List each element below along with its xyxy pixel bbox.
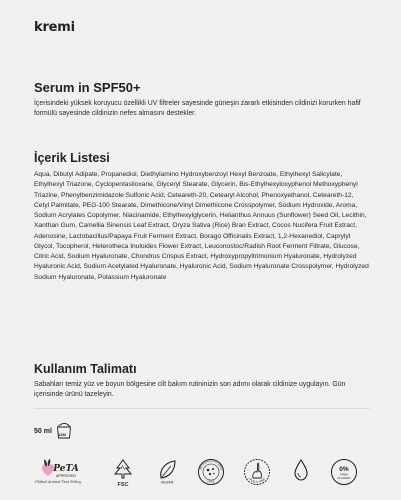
pao-label: 12M [58, 432, 66, 437]
alcohol-free-label: FREE [340, 472, 348, 477]
cruelty-free-bunny-icon [243, 458, 271, 486]
usage-text: Sabahları temiz yüz ve boyun bölgesine cilt bakım rutininizin son adımı olarak cildinize uygulayın. Gün içerisinde ürünü tazeleyin. [34, 381, 346, 399]
microplastic-free-icon [197, 458, 225, 486]
section-divider [34, 408, 370, 409]
vegan-badge [155, 458, 179, 490]
peta-caption: Global Animal Test Policy [34, 480, 82, 484]
ingredients-heading: İçerik Listesi [34, 151, 110, 165]
drop-badge [293, 458, 309, 490]
alcohol-free-icon [330, 458, 358, 486]
cruelty-free-badge [243, 458, 271, 490]
fsc-label: FSC [117, 482, 129, 488]
cruelty-free-label: CRUELTY FREE [247, 477, 267, 485]
peta-badge [36, 458, 80, 490]
peta-approved-label: APPROVED [56, 474, 76, 478]
microplastic-free-badge [197, 458, 225, 490]
svg-text:MICROPLASTIC FREE [198, 459, 223, 471]
peta-bunny-icon [36, 458, 80, 480]
drop-icon [293, 458, 309, 482]
brand-logo: kremi [34, 20, 75, 35]
volume-label: 50 ml [34, 428, 52, 435]
vegan-label: VEGAN [160, 480, 174, 484]
microplastic-free-label: MICROPLASTIC FREE [199, 459, 223, 471]
peta-wordmark: PeTA [53, 464, 79, 474]
fsc-tree-icon [112, 458, 134, 482]
alcohol-free-badge [330, 458, 358, 490]
product-intro: İçerisindeki yüksek koruyucu özellikli UV filtreler sayesinde güneşin zararlı etkisinden cildinizi korurken hafif formülü sayesinde cildinizin nefes almasını destekler. [34, 100, 361, 118]
usage-heading: Kullanım Talimatı [34, 362, 137, 376]
vegan-leaf-icon [155, 458, 179, 484]
alcohol-label: ALCOHOL [337, 476, 351, 480]
microplastic-free-sublabel: FREE [207, 480, 215, 484]
alcohol-percent: 0% [339, 466, 349, 473]
product-title: Serum in SPF50+ [34, 80, 141, 95]
fsc-badge [112, 458, 134, 490]
ingredients-list: Aqua, Dibutyl Adipate, Propanediol, Diethylamino Hydroxybenzoyl Hexyl Benzoate, Ethylhexyl Salicylate, Ethylhexyl Triazone, Cyclopentasiloxane, Glyceryl Stearate, Glycerin, Bis-Ethylhexyloxyphenol Methoxyphenyl Triazine, Phenylbenzimidazole Sulfonic Acid, Ceteareth-20, Cetearyl Alcohol, Phenoxyethanol, Ceteareth-12, Cetyl Palmitate, PEG-100 Stearate, Dimethicone/Vinyl Dimethicone Crosspolymer, Sodium Hydroxide, Aroma, Sodium Acrylates Copolymer, Niacinamide, Ethylhexylglycerin, Helianthus Annuus (Sunflower) Seed Oil, Lecithin, Xanthan Gum, Camellia Sinensis Leaf Extract, Oryza Sativa (Rice) Bran Extract, Cocos Nucifera Fruit Extract, Adenosine, Lactobacillus/Papaya Fruit Ferment Extract, Borago Officinalis Extract, 1,2-Hexanediol, Caprylyl Glycol, Tocopherol, Heterotheca Inuloides Flower Extract, Leuconostoc/Radish Root Ferment Filtrate, Glucose, Citric Acid, Sodium Hyaluronate, Chondrus Crispus Extract, Hydroxypropyltrimonium Hyaluronate, Hydrolyzed Hyaluronic Acid, Sodium Acetylated Hyaluronate, Hyaluronic Acid, Sodium Hyaluronate Crosspolymer, Hydrolyzed Sodium Hyaluronate, Potassium Hyaluronate [34, 171, 369, 281]
